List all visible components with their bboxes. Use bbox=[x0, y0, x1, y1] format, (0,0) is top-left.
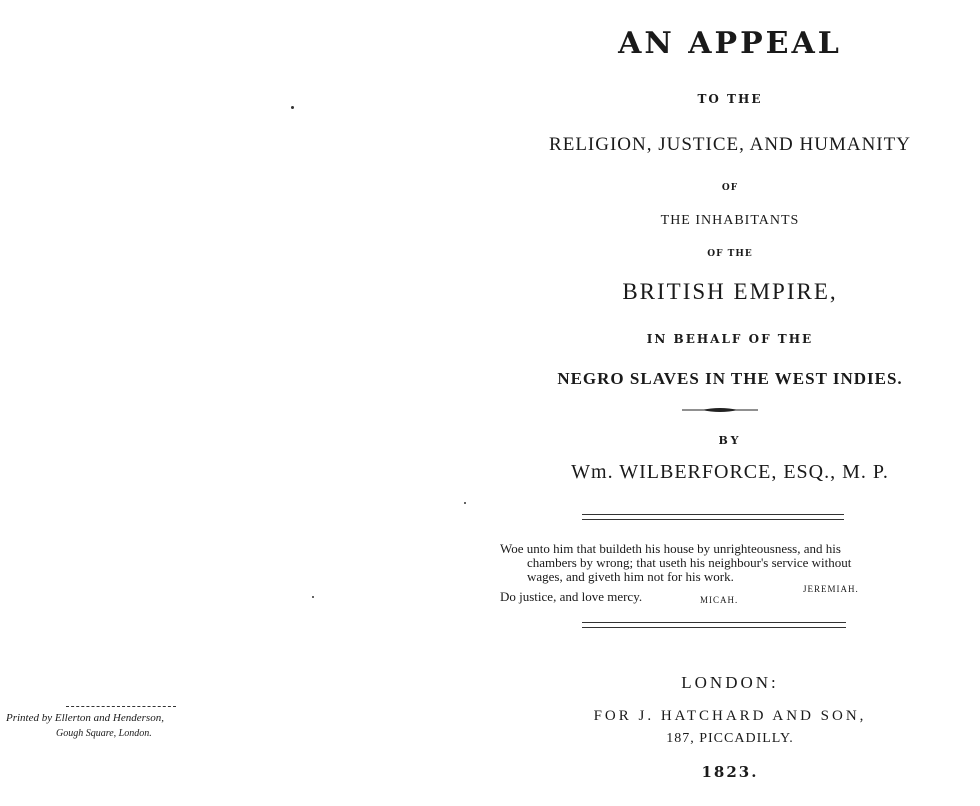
title-line-religion: RELIGION, JUSTICE, AND HUMANITY bbox=[549, 134, 911, 155]
title-line-to-the: TO THE bbox=[697, 92, 763, 106]
ink-speck bbox=[464, 502, 466, 504]
title-line-negro-slaves: NEGRO SLAVES IN THE WEST INDIES. bbox=[557, 369, 903, 388]
epigraph-quote-1-line-3: wages, and giveth him not for his work. bbox=[527, 569, 734, 584]
double-rule-top bbox=[582, 514, 844, 515]
author-name: Wm. WILBERFORCE, ESQ., M. P. bbox=[571, 461, 889, 483]
ink-speck bbox=[291, 106, 294, 109]
printer-divider bbox=[66, 706, 176, 707]
imprint-year: 1823. bbox=[701, 763, 759, 781]
epigraph-quote-1-line-2: chambers by wrong; that useth his neighbour's service without bbox=[527, 555, 852, 570]
double-rule-top bbox=[582, 519, 844, 520]
epigraph-source-jeremiah: JEREMIAH. bbox=[803, 584, 859, 594]
imprint-city: LONDON: bbox=[681, 673, 779, 692]
main-title: AN APPEAL bbox=[618, 26, 842, 61]
title-line-of-the: OF THE bbox=[707, 249, 753, 259]
ink-speck bbox=[312, 596, 314, 598]
printer-line-1: Printed by Ellerton and Henderson, bbox=[6, 712, 164, 724]
ornamental-rule bbox=[682, 405, 758, 415]
epigraph-quote-1-line-1: Woe unto him that buildeth his house by unrighteousness, and his bbox=[500, 541, 841, 556]
epigraph-source-micah: MICAH. bbox=[700, 595, 739, 605]
byline-label: BY bbox=[718, 434, 742, 447]
title-line-inhabitants: THE INHABITANTS bbox=[660, 213, 800, 228]
title-line-british-empire: BRITISH EMPIRE, bbox=[622, 279, 838, 304]
title-line-of: OF bbox=[721, 183, 739, 193]
imprint-publisher: FOR J. HATCHARD AND SON, bbox=[593, 708, 867, 724]
double-rule-bottom bbox=[582, 622, 846, 623]
title-line-behalf: IN BEHALF OF THE bbox=[646, 332, 814, 346]
epigraph-quote-2: Do justice, and love mercy. bbox=[500, 589, 643, 604]
imprint-address: 187, PICCADILLY. bbox=[666, 731, 794, 746]
double-rule-bottom bbox=[582, 627, 846, 628]
printer-line-2: Gough Square, London. bbox=[56, 728, 152, 739]
